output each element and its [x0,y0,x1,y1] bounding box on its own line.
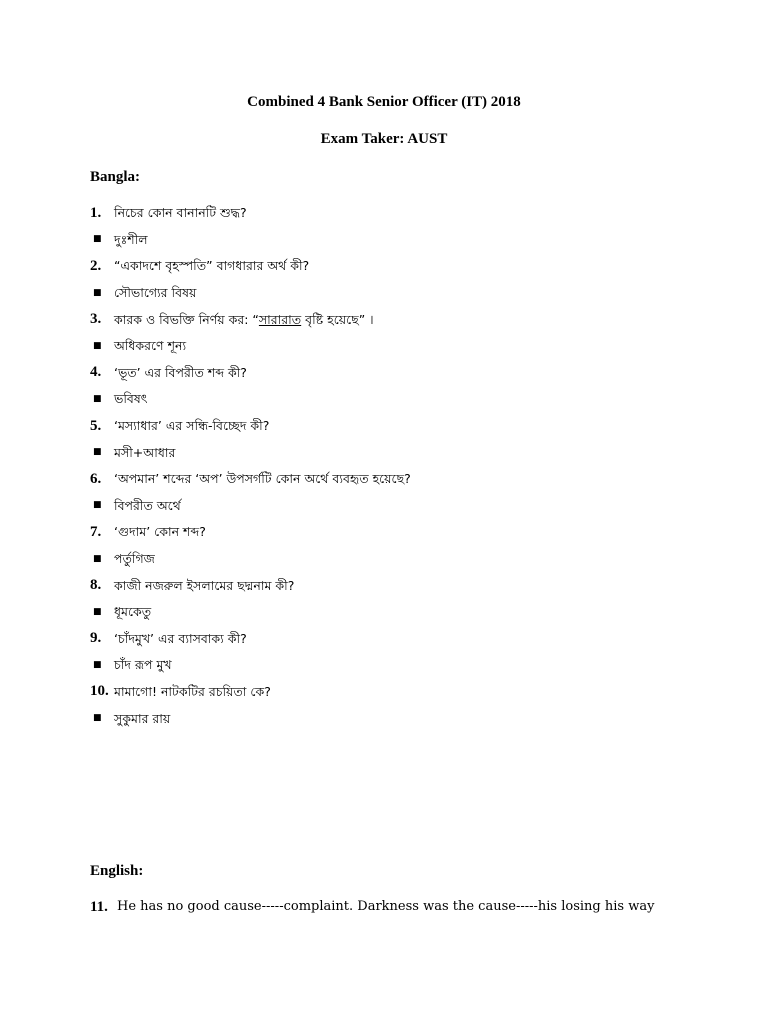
answer-row [90,599,730,626]
question-row [90,519,730,546]
answer-row [90,280,730,307]
bullet-icon: ■ [93,340,102,351]
question-row [90,572,730,599]
question-number: 4. [90,364,102,381]
question-number: 6. [90,470,102,487]
question-text: ‘ভূত’ এর বিপরীত শব্দ কী? [114,364,247,380]
answer-row [90,227,730,254]
question-text-part: বৃষ্টি হয়েছে” । [301,311,374,327]
answer-text: ধূমকেতু [114,604,152,620]
question-number: 3. [90,311,102,328]
bullet-icon: ■ [93,393,102,404]
question-row [90,413,730,440]
answer-row [90,386,730,413]
question-number: 9. [90,630,102,647]
underlined-word: সারারাত [258,311,302,327]
question-row [90,626,730,653]
answer-row [90,493,730,520]
answer-row [90,652,730,679]
question-text: ‘গুদাম’ কোন শব্দ? [114,524,206,540]
question-row [90,360,730,387]
question-number: 5. [90,417,102,434]
question-text: He has no good cause-----complaint. Darkness was the cause-----his losing his way [117,899,655,914]
question-text: ‘অপমান’ শব্দের ‘অপ’ উপসর্গটি কোন অর্থে ব্যবহৃত হয়েছে? [114,471,411,487]
answer-row [90,439,730,466]
exam-taker: Exam Taker: AUST [320,131,448,147]
question-number: 11. [90,898,108,915]
bullet-icon: ■ [93,287,102,298]
question-number: 2. [90,257,102,274]
answer-row [90,333,730,360]
english-section-heading: English: [90,863,144,879]
bullet-icon: ■ [93,447,102,458]
bullet-icon: ■ [93,500,102,511]
answer-row [90,546,730,573]
document-title: Combined 4 Bank Senior Officer (IT) 2018 [247,94,521,110]
question-number: 10. [90,683,109,700]
bullet-icon: ■ [93,659,102,670]
answer-text: সুকুমার রায় [114,710,171,726]
question-row [90,306,730,333]
question-text: কাজী নজরুল ইসলামের ছদ্মনাম কী? [114,577,295,593]
bullet-icon: ■ [93,553,102,564]
bangla-question-list [90,200,730,732]
answer-row [90,705,730,732]
question-text [114,311,374,329]
question-text: “একাদশে বৃহস্পতি” বাগধারার অর্থ কী? [114,258,310,274]
bullet-icon: ■ [93,234,102,245]
question-text-part: কারক ও বিভক্তি নির্ণয় কর: “ [114,311,259,327]
question-row [90,679,730,706]
answer-text: অধিকরণে শূন্য [114,338,187,354]
question-row [90,200,730,227]
question-number: 1. [90,204,102,221]
answer-text: পর্তুগিজ [114,551,155,567]
answer-text: দুঃশীল [114,231,148,247]
english-question-row [90,898,654,916]
question-text: মামাগো! নাটকটির রচয়িতা কে? [114,683,271,699]
question-text: নিচের কোন বানানটি শুদ্ধ? [114,205,247,221]
bangla-section-heading: Bangla: [90,169,141,185]
question-text: ‘মস্যাধার’ এর সন্ধি-বিচ্ছেদ কী? [114,418,270,434]
bullet-icon: ■ [93,713,102,724]
answer-text: চাঁদ রূপ মুখ [114,657,172,673]
question-row [90,253,730,280]
question-number: 8. [90,577,102,594]
question-row [90,466,730,493]
answer-text: সৌভাগ্যের বিষয় [114,285,197,301]
answer-text: মসী+আধার [114,444,176,460]
answer-text: বিপরীত অর্থে [114,497,181,513]
question-number: 7. [90,523,102,540]
question-text: ‘চাঁদমুখ’ এর ব্যাসবাক্য কী? [114,630,247,646]
answer-text: ভবিষৎ [114,391,148,407]
bullet-icon: ■ [93,606,102,617]
